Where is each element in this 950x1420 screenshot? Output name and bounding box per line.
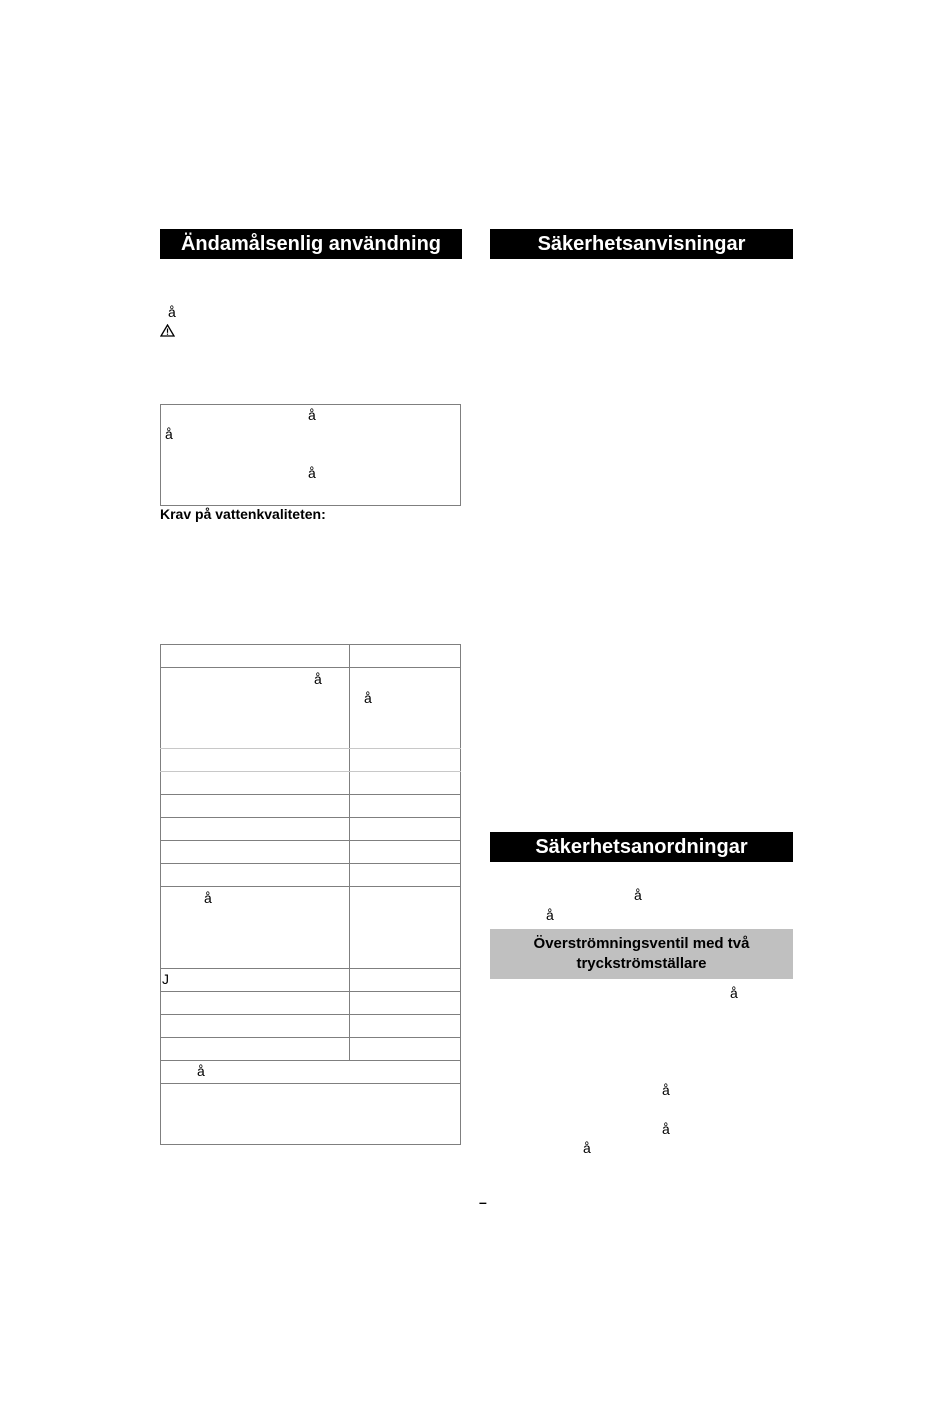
table-row-line [160,863,461,864]
page-number-mark: – [479,1194,487,1210]
glyph-a: å [662,1121,670,1137]
heading-safety-instructions: Säkerhetsanvisningar [490,229,793,259]
table-row-line [160,840,461,841]
table-cell-glyph: å [197,1063,205,1079]
subheading-overflow-valve: Överströmningsventil med två tryckströmställare [490,929,793,979]
table-cell-glyph: å [364,690,372,706]
table-row-line [160,886,461,887]
table-row-line [160,1083,461,1084]
table-row-line [160,1014,461,1015]
table-row-line [160,667,461,668]
table-row-line [160,968,461,969]
glyph-a: å [583,1140,591,1156]
table-column-divider [349,644,350,1060]
glyph-a: å [730,985,738,1001]
table-row-line [160,794,461,795]
glyph-a: å [546,907,554,923]
table-cell-glyph: å [204,890,212,906]
table-row-line [160,1060,461,1061]
table-row-line [160,771,461,772]
glyph-a: å [308,465,316,481]
water-quality-label: Krav på vattenkvaliteten: [160,506,326,522]
table-cell-glyph: å [314,671,322,687]
glyph-a: å [165,426,173,442]
table-row-line [160,1037,461,1038]
table-row-line [160,817,461,818]
glyph-a: å [168,304,176,320]
table-row-line [160,991,461,992]
warning-triangle-icon [160,324,175,337]
table-row-line [160,748,461,749]
table-cell-glyph: J [162,971,169,987]
glyph-a: å [308,407,316,423]
glyph-a: å [662,1082,670,1098]
heading-safety-devices: Säkerhetsanordningar [490,832,793,862]
glyph-a: å [634,887,642,903]
heading-intended-use: Ändamålsenlig användning [160,229,462,259]
